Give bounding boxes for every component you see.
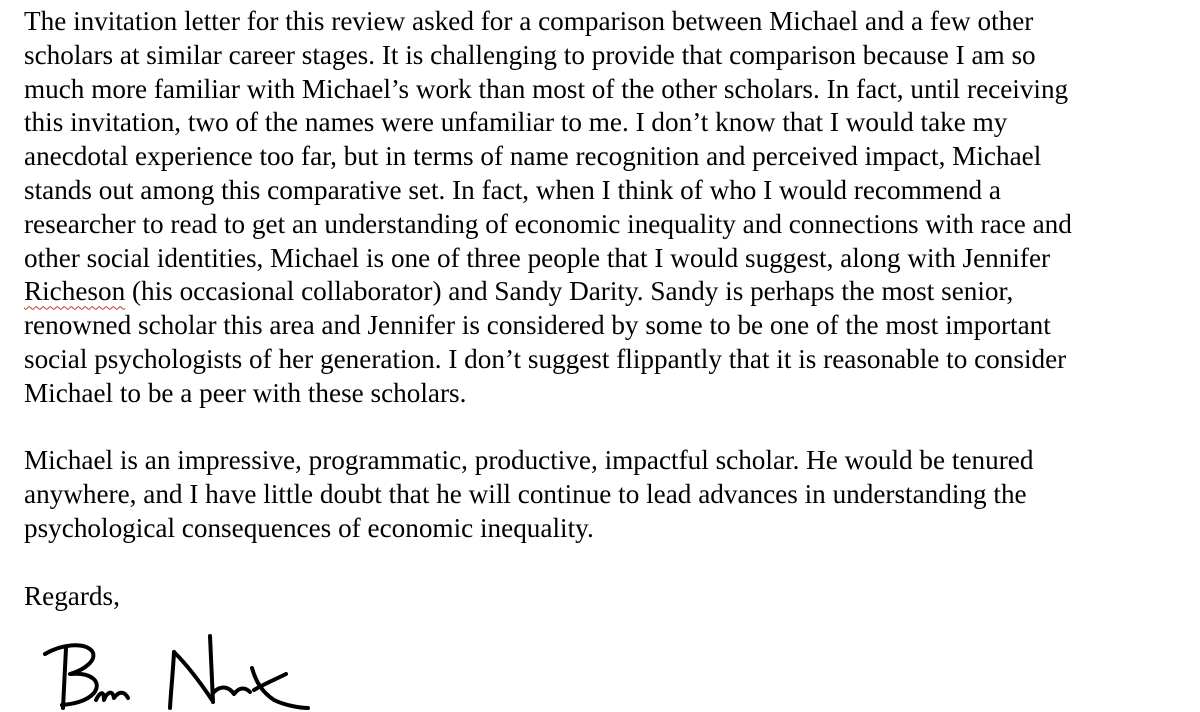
text-line: scholars at similar career stages. It is challenging to provide that comparison because I am so xyxy=(24,39,1036,70)
text-line: psychological consequences of economic inequality. xyxy=(24,512,594,543)
text-line: social psychologists of her generation. I don’t suggest flippantly that it is reasonable to consider xyxy=(24,343,1067,374)
text-line: other social identities, Michael is one of three people that I would suggest, along with Jennifer xyxy=(24,242,1051,273)
closing-salutation: Regards, xyxy=(24,580,120,611)
text-line: much more familiar with Michael’s work than most of the other scholars. In fact, until receiving xyxy=(24,73,1069,104)
paragraph-1 xyxy=(24,5,1200,411)
paragraph-spacer xyxy=(24,546,1200,580)
text-line: Michael is an impressive, programmatic, productive, impactful scholar. He would be tenured xyxy=(24,445,1034,476)
text-line xyxy=(24,275,1200,309)
handwritten-signature xyxy=(40,628,360,712)
text-line: anecdotal experience too far, but in terms of name recognition and perceived impact, Michael xyxy=(24,141,1042,172)
text-line: stands out among this comparative set. In fact, when I think of who I would recommend a xyxy=(24,174,1001,205)
text-line: The invitation letter for this review asked for a comparison between Michael and a few other xyxy=(24,6,1034,36)
letter-body xyxy=(24,5,1200,613)
spellcheck-flagged-word[interactable]: Richeson xyxy=(24,276,126,307)
paragraph-2 xyxy=(24,444,1200,545)
line-text: (his occasional collaborator) and Sandy Darity. Sandy is perhaps the most senior, xyxy=(125,276,1014,307)
paragraph-spacer xyxy=(24,411,1200,445)
text-line: renowned scholar this area and Jennifer is considered by some to be one of the most important xyxy=(24,310,1051,341)
text-line: Michael to be a peer with these scholars. xyxy=(24,377,467,408)
text-line: anywhere, and I have little doubt that he will continue to lead advances in understanding the xyxy=(24,479,1027,510)
text-line: researcher to read to get an understanding of economic inequality and connections with race and xyxy=(24,208,1072,239)
text-line: this invitation, two of the names were unfamiliar to me. I don’t know that I would take my xyxy=(24,107,1008,138)
